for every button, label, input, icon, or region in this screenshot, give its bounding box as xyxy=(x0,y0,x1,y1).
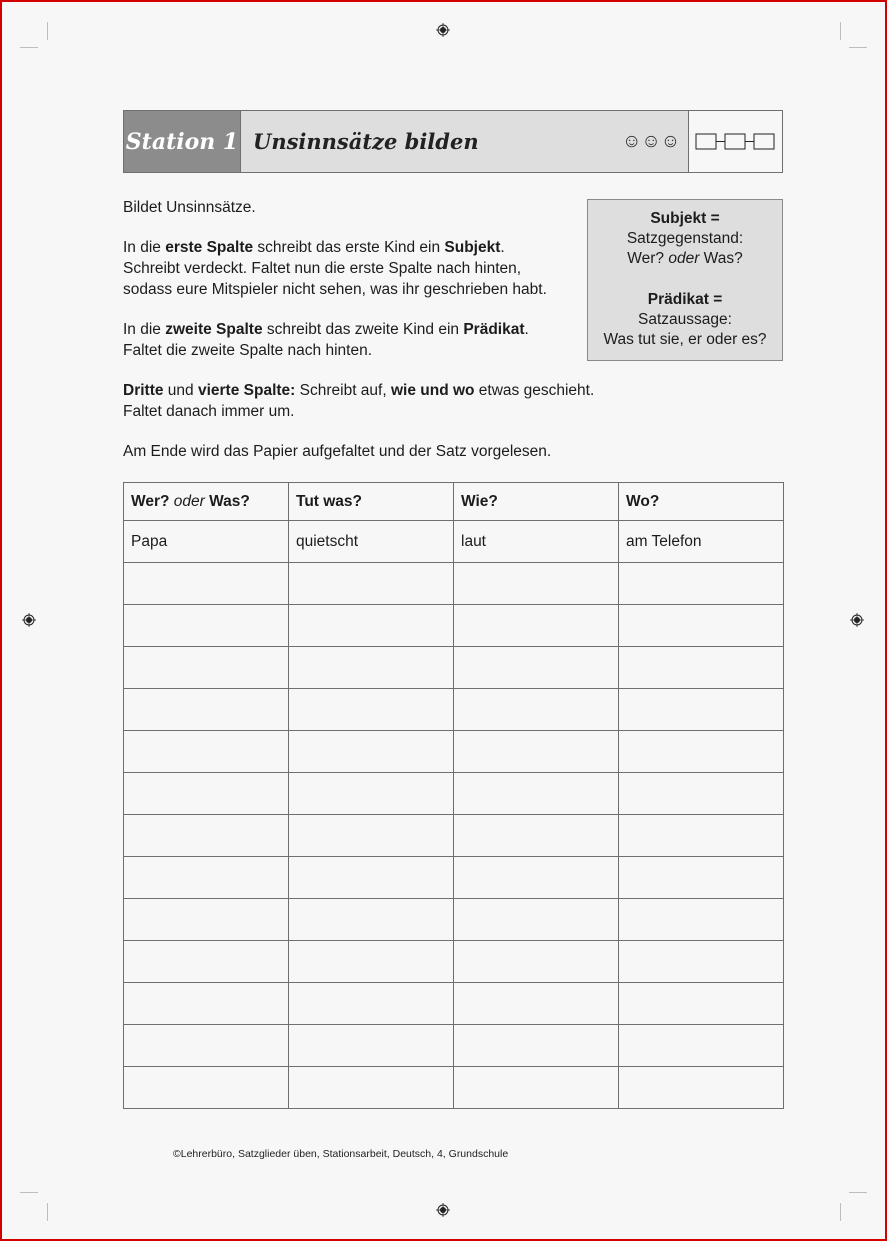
table-cell[interactable] xyxy=(619,1025,784,1067)
instruction-line: Dritte und vierte Spalte: Schreibt auf, wie und wo etwas geschieht. xyxy=(123,382,595,399)
crop-mark xyxy=(849,47,867,48)
table-cell: laut xyxy=(454,521,619,563)
praedikat-definition: Satzaussage: xyxy=(638,311,732,328)
table-row xyxy=(124,1025,784,1067)
table-cell[interactable] xyxy=(454,563,619,605)
table-cell[interactable] xyxy=(289,983,454,1025)
table-cell[interactable] xyxy=(289,899,454,941)
crop-mark xyxy=(840,22,841,40)
table-cell[interactable] xyxy=(289,941,454,983)
column-header-subject: Wer? oder Was? xyxy=(124,483,289,521)
praedikat-title: Prädikat = xyxy=(647,291,723,308)
table-row xyxy=(124,563,784,605)
instruction-line: Faltet die zweite Spalte nach hinten. xyxy=(123,342,373,359)
table-cell[interactable] xyxy=(124,899,289,941)
instruction-paragraph-3 xyxy=(123,380,594,422)
table-cell[interactable] xyxy=(124,983,289,1025)
checkbox-chain-icon xyxy=(695,132,777,152)
table-cell[interactable] xyxy=(454,983,619,1025)
table-row xyxy=(124,983,784,1025)
table-cell[interactable] xyxy=(454,899,619,941)
table-cell[interactable] xyxy=(454,647,619,689)
table-row-example xyxy=(124,521,784,563)
table-cell[interactable] xyxy=(619,1067,784,1109)
table-cell[interactable] xyxy=(289,647,454,689)
table-cell[interactable] xyxy=(289,857,454,899)
copyright-footer: ©Lehrerbüro, Satzglieder üben, Stationsarbeit, Deutsch, 4, Grundschule xyxy=(173,1148,509,1160)
table-cell[interactable] xyxy=(124,605,289,647)
table-cell[interactable] xyxy=(289,1025,454,1067)
table-cell[interactable] xyxy=(124,1025,289,1067)
table-cell[interactable] xyxy=(619,605,784,647)
crop-mark xyxy=(47,1203,48,1221)
table-row xyxy=(124,857,784,899)
table-cell[interactable] xyxy=(454,1025,619,1067)
table-cell: am Telefon xyxy=(619,521,784,563)
table-cell[interactable] xyxy=(454,605,619,647)
table-row xyxy=(124,647,784,689)
table-row xyxy=(124,731,784,773)
table-row xyxy=(124,899,784,941)
table-cell[interactable] xyxy=(289,605,454,647)
table-cell[interactable] xyxy=(619,815,784,857)
table-cell[interactable] xyxy=(289,773,454,815)
station-header xyxy=(123,110,783,173)
station-title: Unsinnsätze bilden xyxy=(253,129,479,154)
table-cell: Papa xyxy=(124,521,289,563)
subjekt-question: Wer? oder Was? xyxy=(627,250,743,267)
crop-mark xyxy=(47,22,48,40)
table-cell[interactable] xyxy=(124,815,289,857)
table-cell[interactable] xyxy=(454,941,619,983)
table-header-row xyxy=(124,483,784,521)
instruction-line: sodass eure Mitspieler nicht sehen, was ihr geschrieben habt. xyxy=(123,281,547,298)
table-cell[interactable] xyxy=(619,983,784,1025)
registration-mark-icon xyxy=(436,1203,450,1217)
table-row xyxy=(124,941,784,983)
intro-text: Bildet Unsinnsätze. xyxy=(123,199,256,216)
table-row xyxy=(124,605,784,647)
table-cell[interactable] xyxy=(124,941,289,983)
table-cell[interactable] xyxy=(619,773,784,815)
subjekt-definition: Satzgegenstand: xyxy=(626,230,744,247)
registration-mark-icon xyxy=(22,613,36,627)
crop-mark xyxy=(849,1192,867,1193)
table-cell[interactable] xyxy=(454,731,619,773)
table-cell[interactable] xyxy=(124,689,289,731)
table-cell[interactable] xyxy=(619,857,784,899)
table-cell[interactable] xyxy=(454,1067,619,1109)
table-cell[interactable] xyxy=(619,689,784,731)
praedikat-question: Was tut sie, er oder es? xyxy=(603,331,767,348)
crop-mark xyxy=(20,1192,38,1193)
instruction-line: Schreibt verdeckt. Faltet nun die erste Spalte nach hinten, xyxy=(123,260,522,277)
column-header-predicate: Tut was? xyxy=(289,483,454,521)
table-cell[interactable] xyxy=(454,857,619,899)
difficulty-smileys: ☺☺☺ xyxy=(622,130,681,152)
table-cell[interactable] xyxy=(454,815,619,857)
table-cell[interactable] xyxy=(619,647,784,689)
progress-boxes xyxy=(688,111,782,172)
subjekt-title: Subjekt = xyxy=(650,210,720,227)
table-row xyxy=(124,815,784,857)
instruction-line: In die zweite Spalte schreibt das zweite Kind ein Prädikat. xyxy=(123,321,529,338)
instruction-paragraph-2 xyxy=(123,319,529,361)
crop-mark xyxy=(20,47,38,48)
table-cell[interactable] xyxy=(289,563,454,605)
instruction-line: In die erste Spalte schreibt das erste Kind ein Subjekt. xyxy=(123,239,505,256)
registration-mark-icon xyxy=(436,23,450,37)
worksheet-table xyxy=(123,482,784,1109)
table-cell[interactable] xyxy=(619,563,784,605)
column-header-how: Wie? xyxy=(454,483,619,521)
table-row xyxy=(124,689,784,731)
table-cell[interactable] xyxy=(289,1067,454,1109)
table-cell[interactable] xyxy=(124,647,289,689)
instruction-paragraph-4: Am Ende wird das Papier aufgefaltet und der Satz vorgelesen. xyxy=(123,443,552,460)
instruction-paragraph-1 xyxy=(123,237,547,300)
table-cell[interactable] xyxy=(619,731,784,773)
station-label: Station 1 xyxy=(124,111,241,172)
table-cell[interactable] xyxy=(289,815,454,857)
table-cell[interactable] xyxy=(124,731,289,773)
table-cell[interactable] xyxy=(124,563,289,605)
column-header-where: Wo? xyxy=(619,483,784,521)
table-cell[interactable] xyxy=(619,941,784,983)
table-cell: quietscht xyxy=(289,521,454,563)
instruction-line: Faltet danach immer um. xyxy=(123,403,295,420)
table-row xyxy=(124,1067,784,1109)
table-cell[interactable] xyxy=(124,773,289,815)
table-cell[interactable] xyxy=(454,689,619,731)
table-cell[interactable] xyxy=(124,857,289,899)
table-cell[interactable] xyxy=(289,689,454,731)
registration-mark-icon xyxy=(850,613,864,627)
definition-box xyxy=(587,199,783,361)
table-row xyxy=(124,773,784,815)
table-cell[interactable] xyxy=(619,899,784,941)
table-cell[interactable] xyxy=(454,773,619,815)
crop-mark xyxy=(840,1203,841,1221)
table-cell[interactable] xyxy=(289,731,454,773)
table-cell[interactable] xyxy=(124,1067,289,1109)
